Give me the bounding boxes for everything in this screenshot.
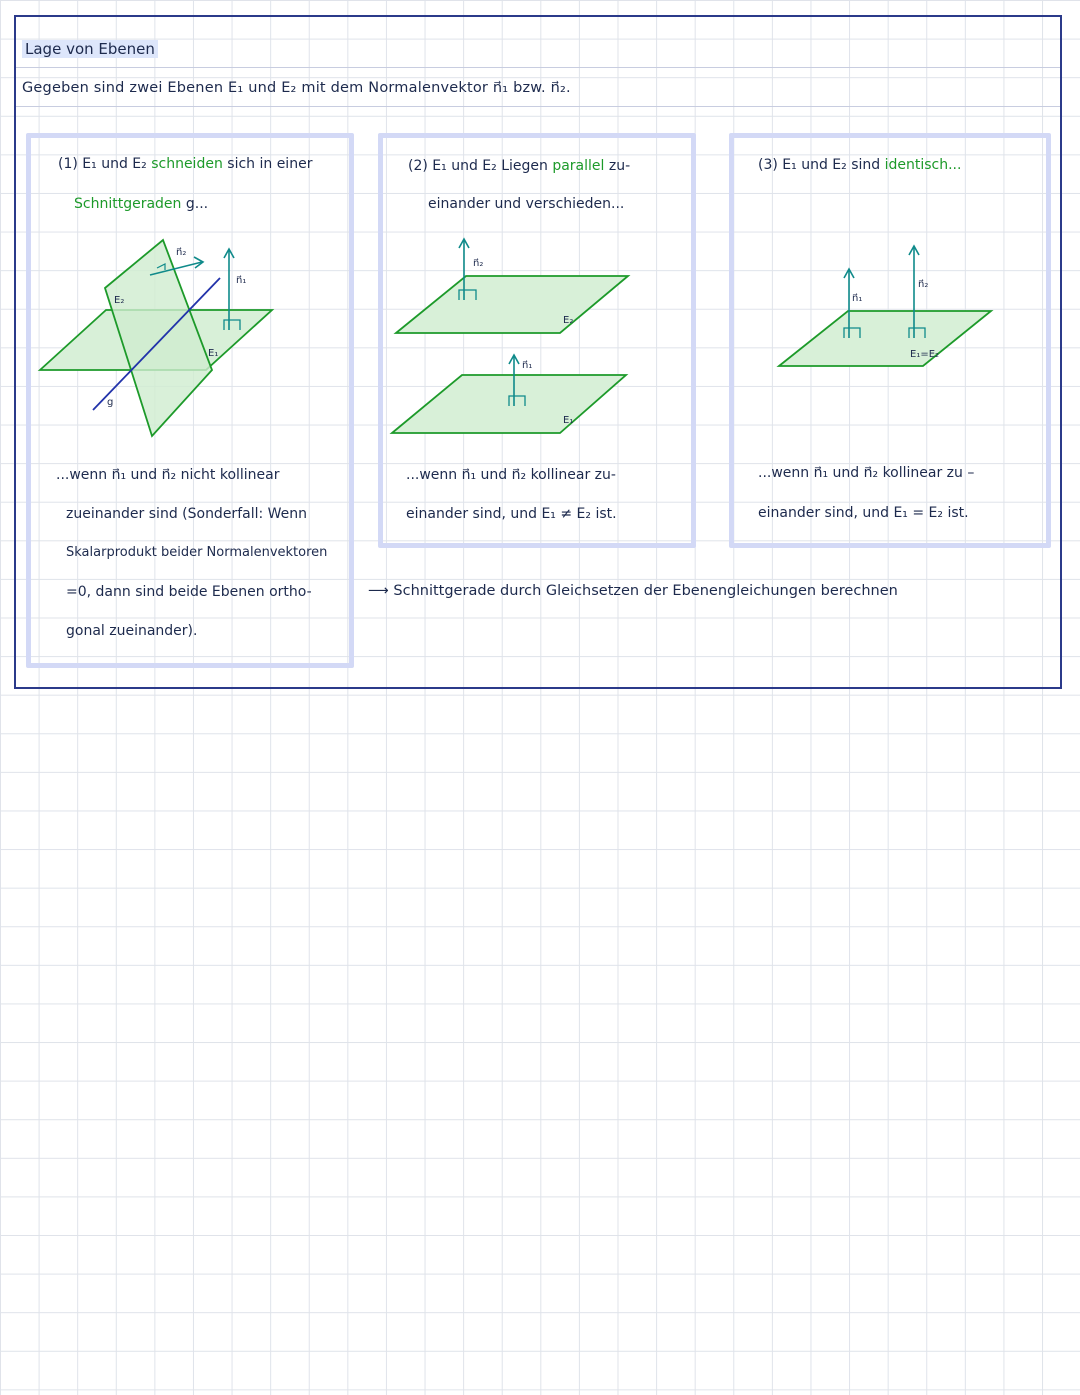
label-n1: n⃗₁ xyxy=(522,360,533,371)
case-2-heading: (2) E₁ und E₂ Liegen parallel zu- xyxy=(408,158,631,174)
case-3-condition-line: ...wenn n⃗₁ und n⃗₂ kollinear zu – xyxy=(758,465,975,481)
label-e2: E₂ xyxy=(563,315,574,326)
label-e1: E₁ xyxy=(563,415,574,426)
case-2-condition-line: einander sind, und E₁ ≠ E₂ ist. xyxy=(406,506,617,522)
case-1-condition-line: zueinander sind (Sonderfall: Wenn xyxy=(66,506,308,522)
label-n2: n⃗₂ xyxy=(473,258,484,269)
case-1-heading-line2: Schnittgeraden g... xyxy=(74,196,209,212)
label-n2: n⃗₂ xyxy=(918,279,929,290)
case-1-condition-line: Skalarprodukt beider Normalenvektoren xyxy=(66,545,328,560)
case-3-condition-line: einander sind, und E₁ = E₂ ist. xyxy=(758,505,969,521)
case-1-condition-line: ...wenn n⃗₁ und n⃗₂ nicht kollinear xyxy=(56,467,280,483)
case-1-condition-line: =0, dann sind beide Ebenen ortho- xyxy=(66,584,312,600)
case-3-box xyxy=(729,133,1051,548)
label-e1-e2: E₁=E₂ xyxy=(910,349,940,360)
label-e1: E₁ xyxy=(208,348,219,359)
footnote-text: ⟶ Schnittgerade durch Gleichsetzen der Ebenengleichungen berechnen xyxy=(368,583,898,599)
page-title: Lage von Ebenen xyxy=(22,40,158,58)
intro-text: Gegeben sind zwei Ebenen E₁ und E₂ mit dem Normalenvektor n⃗₁ bzw. n⃗₂. xyxy=(22,80,571,96)
case-1-condition-line: gonal zueinander). xyxy=(66,623,198,639)
label-g: g xyxy=(107,397,114,408)
case-1-heading: (1) E₁ und E₂ schneiden sich in einer xyxy=(58,156,313,172)
plane-e2 xyxy=(105,240,212,436)
case-2-condition-line: ...wenn n⃗₁ und n⃗₂ kollinear zu- xyxy=(406,467,616,483)
label-e2: E₂ xyxy=(114,295,125,306)
label-n1: n⃗₁ xyxy=(852,293,863,304)
case-3-heading: (3) E₁ und E₂ sind identisch... xyxy=(758,157,962,173)
label-n1: n⃗₁ xyxy=(236,275,247,286)
case-2-heading-line2: einander und verschieden... xyxy=(428,196,625,212)
label-n2: n⃗₂ xyxy=(176,247,187,258)
